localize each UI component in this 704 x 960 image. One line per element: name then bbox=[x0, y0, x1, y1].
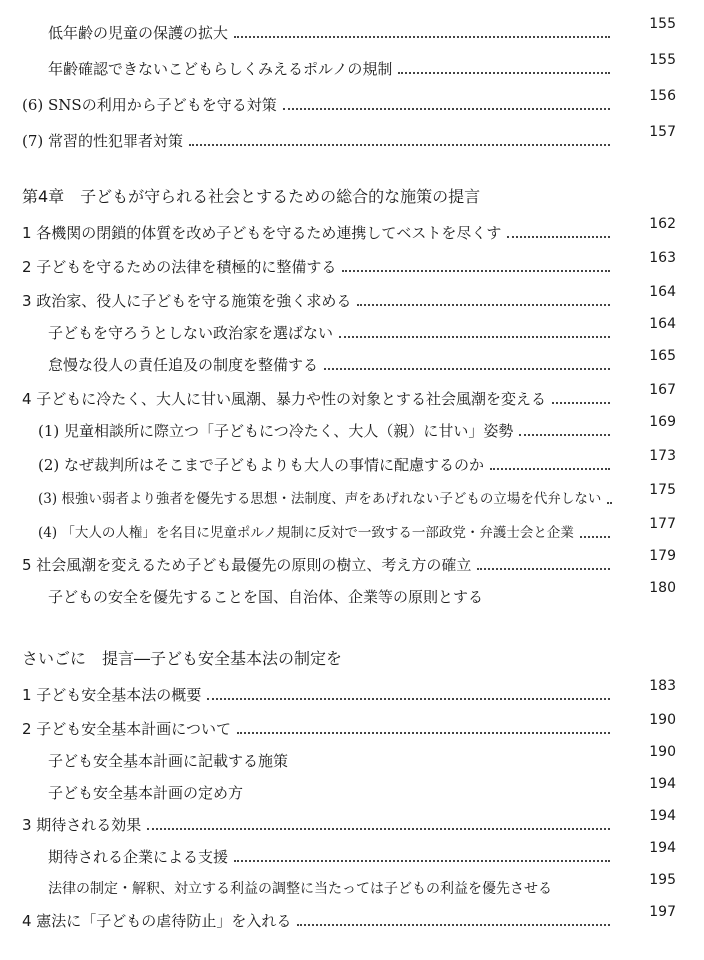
toc-entry[interactable] bbox=[0, 214, 704, 244]
toc-entry[interactable] bbox=[0, 282, 704, 312]
toc-entry[interactable] bbox=[0, 838, 704, 868]
toc-entry[interactable] bbox=[0, 248, 704, 278]
toc-entry[interactable] bbox=[0, 446, 704, 476]
dot-leader bbox=[237, 732, 610, 734]
toc-entry-text: 2 子ども安全基本計画について bbox=[22, 720, 232, 738]
dot-leader bbox=[207, 698, 610, 700]
toc-entry-page: 190 bbox=[649, 744, 676, 760]
toc-entry-text: 子どもの安全を優先することを国、自治体、企業等の原則とする bbox=[48, 588, 484, 606]
toc-entry[interactable] bbox=[0, 14, 704, 44]
toc-entry-text: 4 子どもに冷たく、大人に甘い風潮、暴力や性の対象とする社会風潮を変える bbox=[22, 390, 547, 408]
dot-leader bbox=[147, 828, 610, 830]
toc-entry[interactable] bbox=[0, 870, 704, 900]
toc-entry[interactable] bbox=[0, 380, 704, 410]
closing-title[interactable]: さいごに 提言―子ども安全基本法の制定を bbox=[22, 649, 343, 668]
toc-entry-page: 195 bbox=[649, 872, 676, 888]
toc-entry-page: 194 bbox=[649, 840, 676, 856]
dot-leader bbox=[324, 368, 610, 370]
toc-entry-page: 173 bbox=[649, 448, 676, 464]
dot-leader bbox=[357, 304, 610, 306]
toc-entry[interactable] bbox=[0, 742, 704, 772]
toc-entry-page: 155 bbox=[649, 16, 676, 32]
toc-entry-page: 179 bbox=[649, 548, 676, 564]
toc-entry-page: 197 bbox=[649, 904, 676, 920]
toc-entry-text: 怠慢な役人の責任追及の制度を整備する bbox=[48, 356, 319, 374]
toc-entry-page: 180 bbox=[649, 580, 676, 596]
dot-leader bbox=[477, 568, 610, 570]
dot-leader bbox=[490, 468, 610, 470]
toc-entry-text: (6) SNSの利用から子どもを守る対策 bbox=[22, 96, 277, 114]
toc-entry-page: 156 bbox=[649, 88, 676, 104]
toc-entry-text: 3 期待される効果 bbox=[22, 816, 142, 834]
toc-entry-page: 167 bbox=[649, 382, 676, 398]
toc-entry[interactable] bbox=[0, 50, 704, 80]
dot-leader bbox=[507, 236, 610, 238]
dot-leader bbox=[342, 270, 610, 272]
dot-leader bbox=[283, 108, 610, 110]
dot-leader bbox=[234, 36, 610, 38]
toc-entry-page: 155 bbox=[649, 52, 676, 68]
toc-entry-page: 163 bbox=[649, 250, 676, 266]
toc-entry[interactable] bbox=[0, 578, 704, 608]
toc-entry-page: 169 bbox=[649, 414, 676, 430]
dot-leader bbox=[580, 536, 610, 538]
toc-entry[interactable] bbox=[0, 710, 704, 740]
toc-entry-text: 子ども安全基本計画に記載する施策 bbox=[48, 752, 289, 770]
toc-entry-text: 法律の制定・解釈、対立する利益の調整に当たっては子どもの利益を優先させる bbox=[48, 881, 552, 897]
toc-entry[interactable] bbox=[0, 902, 704, 932]
dot-leader bbox=[189, 144, 610, 146]
toc-entry-text: 2 子どもを守るための法律を積極的に整備する bbox=[22, 258, 337, 276]
toc-entry-page: 165 bbox=[649, 348, 676, 364]
toc-entry-text: 1 子ども安全基本法の概要 bbox=[22, 686, 202, 704]
chapter-4-title[interactable]: 第4章 子どもが守られる社会とするための総合的な施策の提言 bbox=[22, 187, 481, 206]
toc-entry-page: 177 bbox=[649, 516, 676, 532]
toc-entry-text: 低年齢の児童の保護の拡大 bbox=[48, 24, 229, 42]
toc-entry-text: (3) 根強い弱者より強者を優先する思想・法制度、声をあげれない子どもの立場を代弁しない bbox=[38, 491, 602, 507]
toc-entry-text: 3 政治家、役人に子どもを守る施策を強く求める bbox=[22, 292, 352, 310]
toc-entry-text: 期待される企業による支援 bbox=[48, 848, 229, 866]
toc-entry-page: 194 bbox=[649, 776, 676, 792]
dot-leader bbox=[398, 72, 610, 74]
dot-leader bbox=[607, 502, 610, 504]
toc-entry-text: 4 憲法に「子どもの虐待防止」を入れる bbox=[22, 912, 292, 930]
toc-entry-page: 157 bbox=[649, 124, 676, 140]
dot-leader bbox=[552, 402, 610, 404]
dot-leader bbox=[519, 434, 610, 436]
toc-entry-page: 194 bbox=[649, 808, 676, 824]
toc-entry[interactable] bbox=[0, 122, 704, 152]
toc-entry-page: 162 bbox=[649, 216, 676, 232]
toc-entry[interactable] bbox=[0, 774, 704, 804]
toc-entry-text: 1 各機関の閉鎖的体質を改め子どもを守るため連携してベストを尽くす bbox=[22, 224, 502, 242]
toc-entry[interactable] bbox=[0, 806, 704, 836]
toc-entry[interactable] bbox=[0, 412, 704, 442]
toc-entry-text: 子どもを守ろうとしない政治家を選ばない bbox=[48, 324, 334, 342]
dot-leader bbox=[297, 924, 610, 926]
toc-entry[interactable] bbox=[0, 346, 704, 376]
toc-entry-text: (7) 常習的性犯罪者対策 bbox=[22, 132, 184, 150]
toc-entry-text: (2) なぜ裁判所はそこまで子どもよりも大人の事情に配慮するのか bbox=[38, 456, 485, 474]
toc-entry-text: (4) 「大人の人権」を名目に児童ポルノ規制に反対で一致する一部政党・弁護士会と企業 bbox=[38, 525, 574, 541]
toc-entry-page: 164 bbox=[649, 316, 676, 332]
dot-leader bbox=[234, 860, 610, 862]
toc-entry[interactable] bbox=[0, 514, 704, 544]
toc-entry-text: 5 社会風潮を変えるため子ども最優先の原則の樹立、考え方の確立 bbox=[22, 556, 472, 574]
toc-entry-text: 年齢確認できないこどもらしくみえるポルノの規制 bbox=[48, 60, 393, 78]
toc-entry-page: 175 bbox=[649, 482, 676, 498]
toc-entry-page: 183 bbox=[649, 678, 676, 694]
toc-entry-text: (1) 児童相談所に際立つ「子どもにつ冷たく、大人（親）に甘い」姿勢 bbox=[38, 422, 514, 440]
toc-entry[interactable] bbox=[0, 546, 704, 576]
toc-entry-page: 190 bbox=[649, 712, 676, 728]
toc-entry[interactable] bbox=[0, 480, 704, 510]
toc-entry-page: 164 bbox=[649, 284, 676, 300]
toc-entry-text: 子ども安全基本計画の定め方 bbox=[48, 784, 244, 802]
dot-leader bbox=[339, 336, 610, 338]
toc-entry[interactable] bbox=[0, 86, 704, 116]
toc-entry[interactable] bbox=[0, 676, 704, 706]
toc-entry[interactable] bbox=[0, 314, 704, 344]
